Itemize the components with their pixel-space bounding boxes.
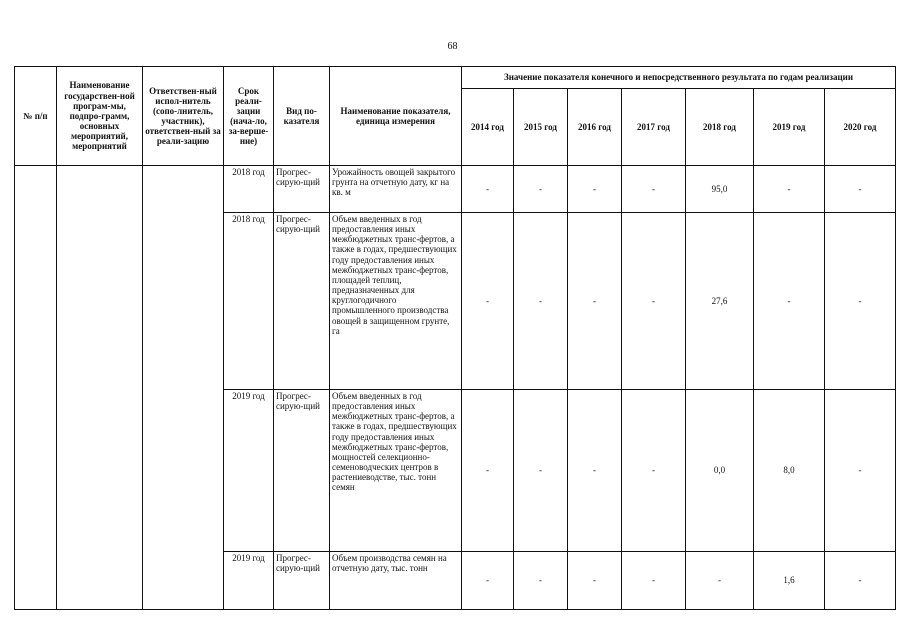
page-number: 68 xyxy=(447,41,458,52)
cell-num xyxy=(15,166,57,610)
table-row xyxy=(15,166,896,213)
cell-value: - xyxy=(514,166,568,213)
header-responsible: Ответствен-ный испол-нитель (сопо-лнитель, участник), ответствен-ный за реали-зацию xyxy=(143,67,224,166)
cell-value: 95,0 xyxy=(686,166,754,213)
cell-indicator-name: Объем производства семян на отчетную дату, тыс. тонн xyxy=(330,552,462,610)
cell-value: - xyxy=(622,213,686,390)
cell-value: - xyxy=(568,213,622,390)
cell-term: 2019 год xyxy=(224,390,274,552)
header-year: 2017 год xyxy=(622,89,686,166)
cell-indicator-name: Урожайность овощей закрытого грунта на отчетную дату, кг на кв. м xyxy=(330,166,462,213)
header-program-name: Наименование государствен-ной програм-мы, подпро-грамм, основных мероприятий, мероприятий xyxy=(57,67,143,166)
cell-responsible xyxy=(143,166,224,610)
header-term: Срок реали-зации (нача-ло, за-верше-ние) xyxy=(224,67,274,166)
cell-value: - xyxy=(462,213,514,390)
header-num: № п/п xyxy=(15,67,57,166)
cell-value: - xyxy=(514,390,568,552)
header-year: 2020 год xyxy=(825,89,896,166)
cell-value: - xyxy=(568,552,622,610)
cell-value: - xyxy=(754,166,825,213)
cell-indicator-type: Прогрес-сирую-щий xyxy=(274,213,330,390)
cell-value: - xyxy=(622,166,686,213)
cell-value: - xyxy=(514,213,568,390)
cell-program-name xyxy=(57,166,143,610)
header-year: 2018 год xyxy=(686,89,754,166)
cell-value: - xyxy=(825,390,896,552)
header-row-top xyxy=(15,67,896,89)
cell-value: - xyxy=(622,552,686,610)
cell-value: - xyxy=(825,552,896,610)
cell-indicator-type: Прогрес-сирую-щий xyxy=(274,552,330,610)
cell-value: - xyxy=(514,552,568,610)
cell-value: 1,6 xyxy=(754,552,825,610)
cell-value: - xyxy=(825,213,896,390)
cell-term: 2019 год xyxy=(224,552,274,610)
cell-indicator-name: Объем введенных в год предоставления иных межбюджетных транс-фертов, а также в годах, предшествующих году предоставления иных межбюджетных транс-фертов, мощностей селекционно-семеноводческих центров в растениеводстве, тыс. тонн семян xyxy=(330,390,462,552)
cell-value: - xyxy=(462,390,514,552)
header-year: 2015 год xyxy=(514,89,568,166)
cell-value: 27,6 xyxy=(686,213,754,390)
header-year: 2016 год xyxy=(568,89,622,166)
cell-value: - xyxy=(622,390,686,552)
cell-value: 8,0 xyxy=(754,390,825,552)
header-indicator-type: Вид по-казателя xyxy=(274,67,330,166)
cell-value: - xyxy=(754,213,825,390)
cell-indicator-type: Прогрес-сирую-щий xyxy=(274,166,330,213)
cell-value: - xyxy=(462,166,514,213)
indicators-table xyxy=(14,66,896,610)
cell-indicator-type: Прогрес-сирую-щий xyxy=(274,390,330,552)
cell-value: - xyxy=(568,166,622,213)
cell-value: 0,0 xyxy=(686,390,754,552)
header-year: 2019 год xyxy=(754,89,825,166)
cell-value: - xyxy=(462,552,514,610)
cell-value: - xyxy=(686,552,754,610)
header-year: 2014 год xyxy=(462,89,514,166)
cell-value: - xyxy=(568,390,622,552)
cell-term: 2018 год xyxy=(224,166,274,213)
cell-value: - xyxy=(825,166,896,213)
cell-indicator-name: Объем введенных в год предоставления иных межбюджетных транс-фертов, а также в годах, предшествующих году предоставления иных межбюджетных транс-фертов, площадей теплиц, предназначенных для круглогодичного промышленного производства овощей в защищенном грунте, га xyxy=(330,213,462,390)
cell-term: 2018 год xyxy=(224,213,274,390)
header-values-group: Значение показателя конечного и непосредственного результата по годам реализации xyxy=(462,67,896,89)
header-indicator-name: Наименование показателя, единица измерения xyxy=(330,67,462,166)
